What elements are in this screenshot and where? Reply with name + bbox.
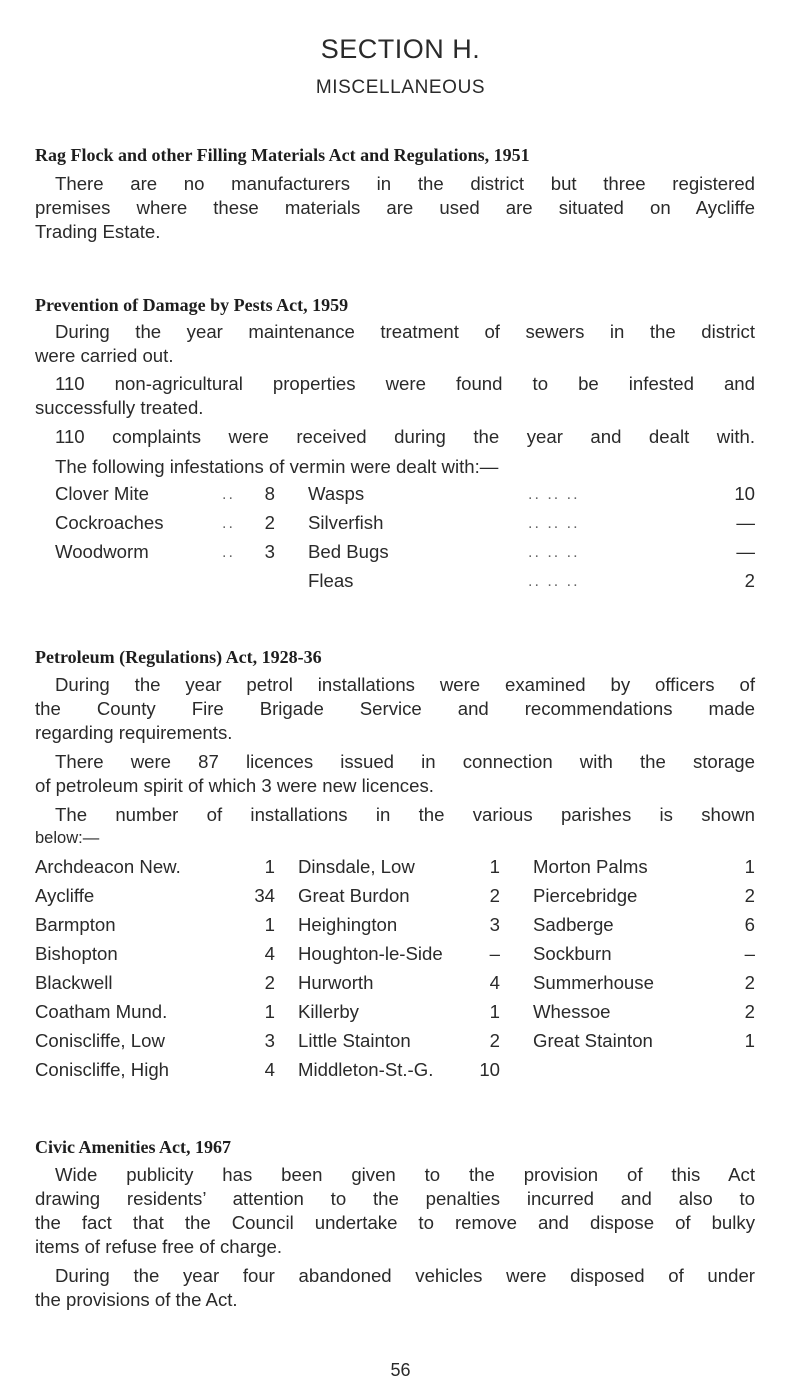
leader-dots: .. — [222, 515, 235, 532]
leader-dots: .. .. .. — [528, 544, 580, 561]
parish-name: Morton Palms — [533, 856, 648, 877]
pests-p1-line-1: During the year maintenance treatment of sewers in the district — [55, 321, 755, 342]
parish-name: Dinsdale, Low — [298, 856, 415, 877]
parish-count: 1 — [489, 1001, 500, 1022]
parish-name: Blackwell — [35, 972, 113, 993]
parish-name: Little Stainton — [298, 1030, 411, 1051]
parish-count: 1 — [744, 856, 755, 877]
parish-name: Great Stainton — [533, 1030, 653, 1051]
parish-name: Piercebridge — [533, 885, 638, 906]
petroleum-p2-line-1: There were 87 licences issued in connection with the storage — [55, 751, 755, 772]
petroleum-p1-line-2: the County Fire Brigade Service and recommendations made — [35, 698, 755, 719]
parish-count: 34 — [254, 885, 275, 906]
vermin-name: Woodworm — [55, 541, 149, 562]
parish-count: – — [489, 943, 500, 964]
rag-flock-line-2: premises where these materials are used are situated on Aycliffe — [35, 197, 755, 218]
parish-count: 2 — [489, 885, 500, 906]
vermin-name: Fleas — [308, 570, 354, 591]
vermin-name: Silverfish — [308, 512, 384, 533]
parish-name: Summerhouse — [533, 972, 654, 993]
parish-name: Coniscliffe, High — [35, 1059, 170, 1080]
rag-flock-line-3: Trading Estate. — [35, 221, 161, 242]
pests-p2-line-1: 110 non-agricultural properties were found to be infested and — [55, 373, 755, 394]
leader-dots: .. — [222, 486, 235, 503]
leader-dots: .. .. .. — [528, 573, 580, 590]
pests-heading: Prevention of Damage by Pests Act, 1959 — [35, 295, 349, 315]
parish-name: Whessoe — [533, 1001, 611, 1022]
parish-count: 4 — [264, 1059, 275, 1080]
parish-name: Sockburn — [533, 943, 612, 964]
parish-name: Bishopton — [35, 943, 118, 964]
vermin-count: 8 — [264, 483, 275, 504]
parish-count: 1 — [489, 856, 500, 877]
civic-p2-line-1: During the year four abandoned vehicles were disposed of under — [55, 1265, 755, 1286]
civic-p2-line-2: the provisions of the Act. — [35, 1289, 238, 1310]
rag-flock-heading: Rag Flock and other Filling Materials Act and Regulations, 1951 — [35, 145, 530, 165]
pests-p3: 110 complaints were received during the year and dealt with. — [55, 426, 755, 447]
vermin-name: Bed Bugs — [308, 541, 389, 562]
pests-p2-line-2: successfully treated. — [35, 397, 204, 418]
vermin-count: — — [736, 512, 755, 533]
vermin-name: Clover Mite — [55, 483, 150, 504]
civic-p1-line-1: Wide publicity has been given to the provision of this Act — [55, 1164, 755, 1185]
parish-name: Barmpton — [35, 914, 116, 935]
petroleum-p2-line-2: of petroleum spirit of which 3 were new licences. — [35, 775, 434, 796]
civic-p1-line-2: drawing residents’ attention to the penalties incurred and also to — [35, 1188, 755, 1209]
parish-count: 4 — [264, 943, 275, 964]
parish-count: 1 — [264, 914, 275, 935]
vermin-count: 3 — [264, 541, 275, 562]
vermin-count: 10 — [734, 483, 755, 504]
parish-name: Great Burdon — [298, 885, 410, 906]
vermin-count: 2 — [744, 570, 755, 591]
vermin-count: — — [736, 541, 755, 562]
petroleum-p3-line-2: below:— — [35, 829, 100, 847]
vermin-count: 2 — [264, 512, 275, 533]
parish-count: 1 — [264, 856, 275, 877]
parish-count: 2 — [489, 1030, 500, 1051]
vermin-name: Wasps — [308, 483, 365, 504]
parish-count: 10 — [479, 1059, 500, 1080]
pests-p1-line-2: were carried out. — [35, 345, 174, 366]
parish-count: 1 — [264, 1001, 275, 1022]
parish-count: 3 — [489, 914, 500, 935]
parish-name: Sadberge — [533, 914, 614, 935]
leader-dots: .. .. .. — [528, 486, 580, 503]
vermin-name: Cockroaches — [55, 512, 164, 533]
parish-count: 3 — [264, 1030, 275, 1051]
parish-count: 2 — [744, 1001, 755, 1022]
parish-count: 1 — [744, 1030, 755, 1051]
rag-flock-line-1: There are no manufacturers in the district but three registered — [55, 173, 755, 194]
petroleum-p1-line-3: regarding requirements. — [35, 722, 233, 743]
parish-count: 2 — [744, 972, 755, 993]
civic-p1-line-3: the fact that the Council undertake to remove and dispose of bulky — [35, 1212, 755, 1233]
parish-name: Coniscliffe, Low — [35, 1030, 165, 1051]
leader-dots: .. .. .. — [528, 515, 580, 532]
section-title: SECTION H. — [320, 34, 481, 64]
parish-name: Coatham Mund. — [35, 1001, 168, 1022]
parish-count: 4 — [489, 972, 500, 993]
parish-name: Houghton-le-Side — [298, 943, 443, 964]
parish-name: Archdeacon New. — [35, 856, 181, 877]
page-number: 56 — [390, 1360, 411, 1380]
parish-name: Heighington — [298, 914, 398, 935]
parish-name: Hurworth — [298, 972, 374, 993]
civic-p1-line-4: items of refuse free of charge. — [35, 1236, 283, 1257]
pests-p4: The following infestations of vermin were dealt with:— — [55, 456, 499, 477]
parish-name: Killerby — [298, 1001, 359, 1022]
parish-name: Aycliffe — [35, 885, 95, 906]
parish-count: 2 — [744, 885, 755, 906]
petroleum-p3-line-1: The number of installations in the various parishes is shown — [55, 804, 755, 825]
civic-heading: Civic Amenities Act, 1967 — [35, 1137, 231, 1157]
parish-count: 2 — [264, 972, 275, 993]
parish-name: Middleton-St.-G. — [298, 1059, 434, 1080]
leader-dots: .. — [222, 544, 235, 561]
petroleum-p1-line-1: During the year petrol installations were examined by officers of — [55, 674, 755, 695]
parish-count: – — [744, 943, 755, 964]
section-subtitle: MISCELLANEOUS — [315, 77, 486, 98]
parish-count: 6 — [744, 914, 755, 935]
petroleum-heading: Petroleum (Regulations) Act, 1928-36 — [35, 647, 322, 667]
